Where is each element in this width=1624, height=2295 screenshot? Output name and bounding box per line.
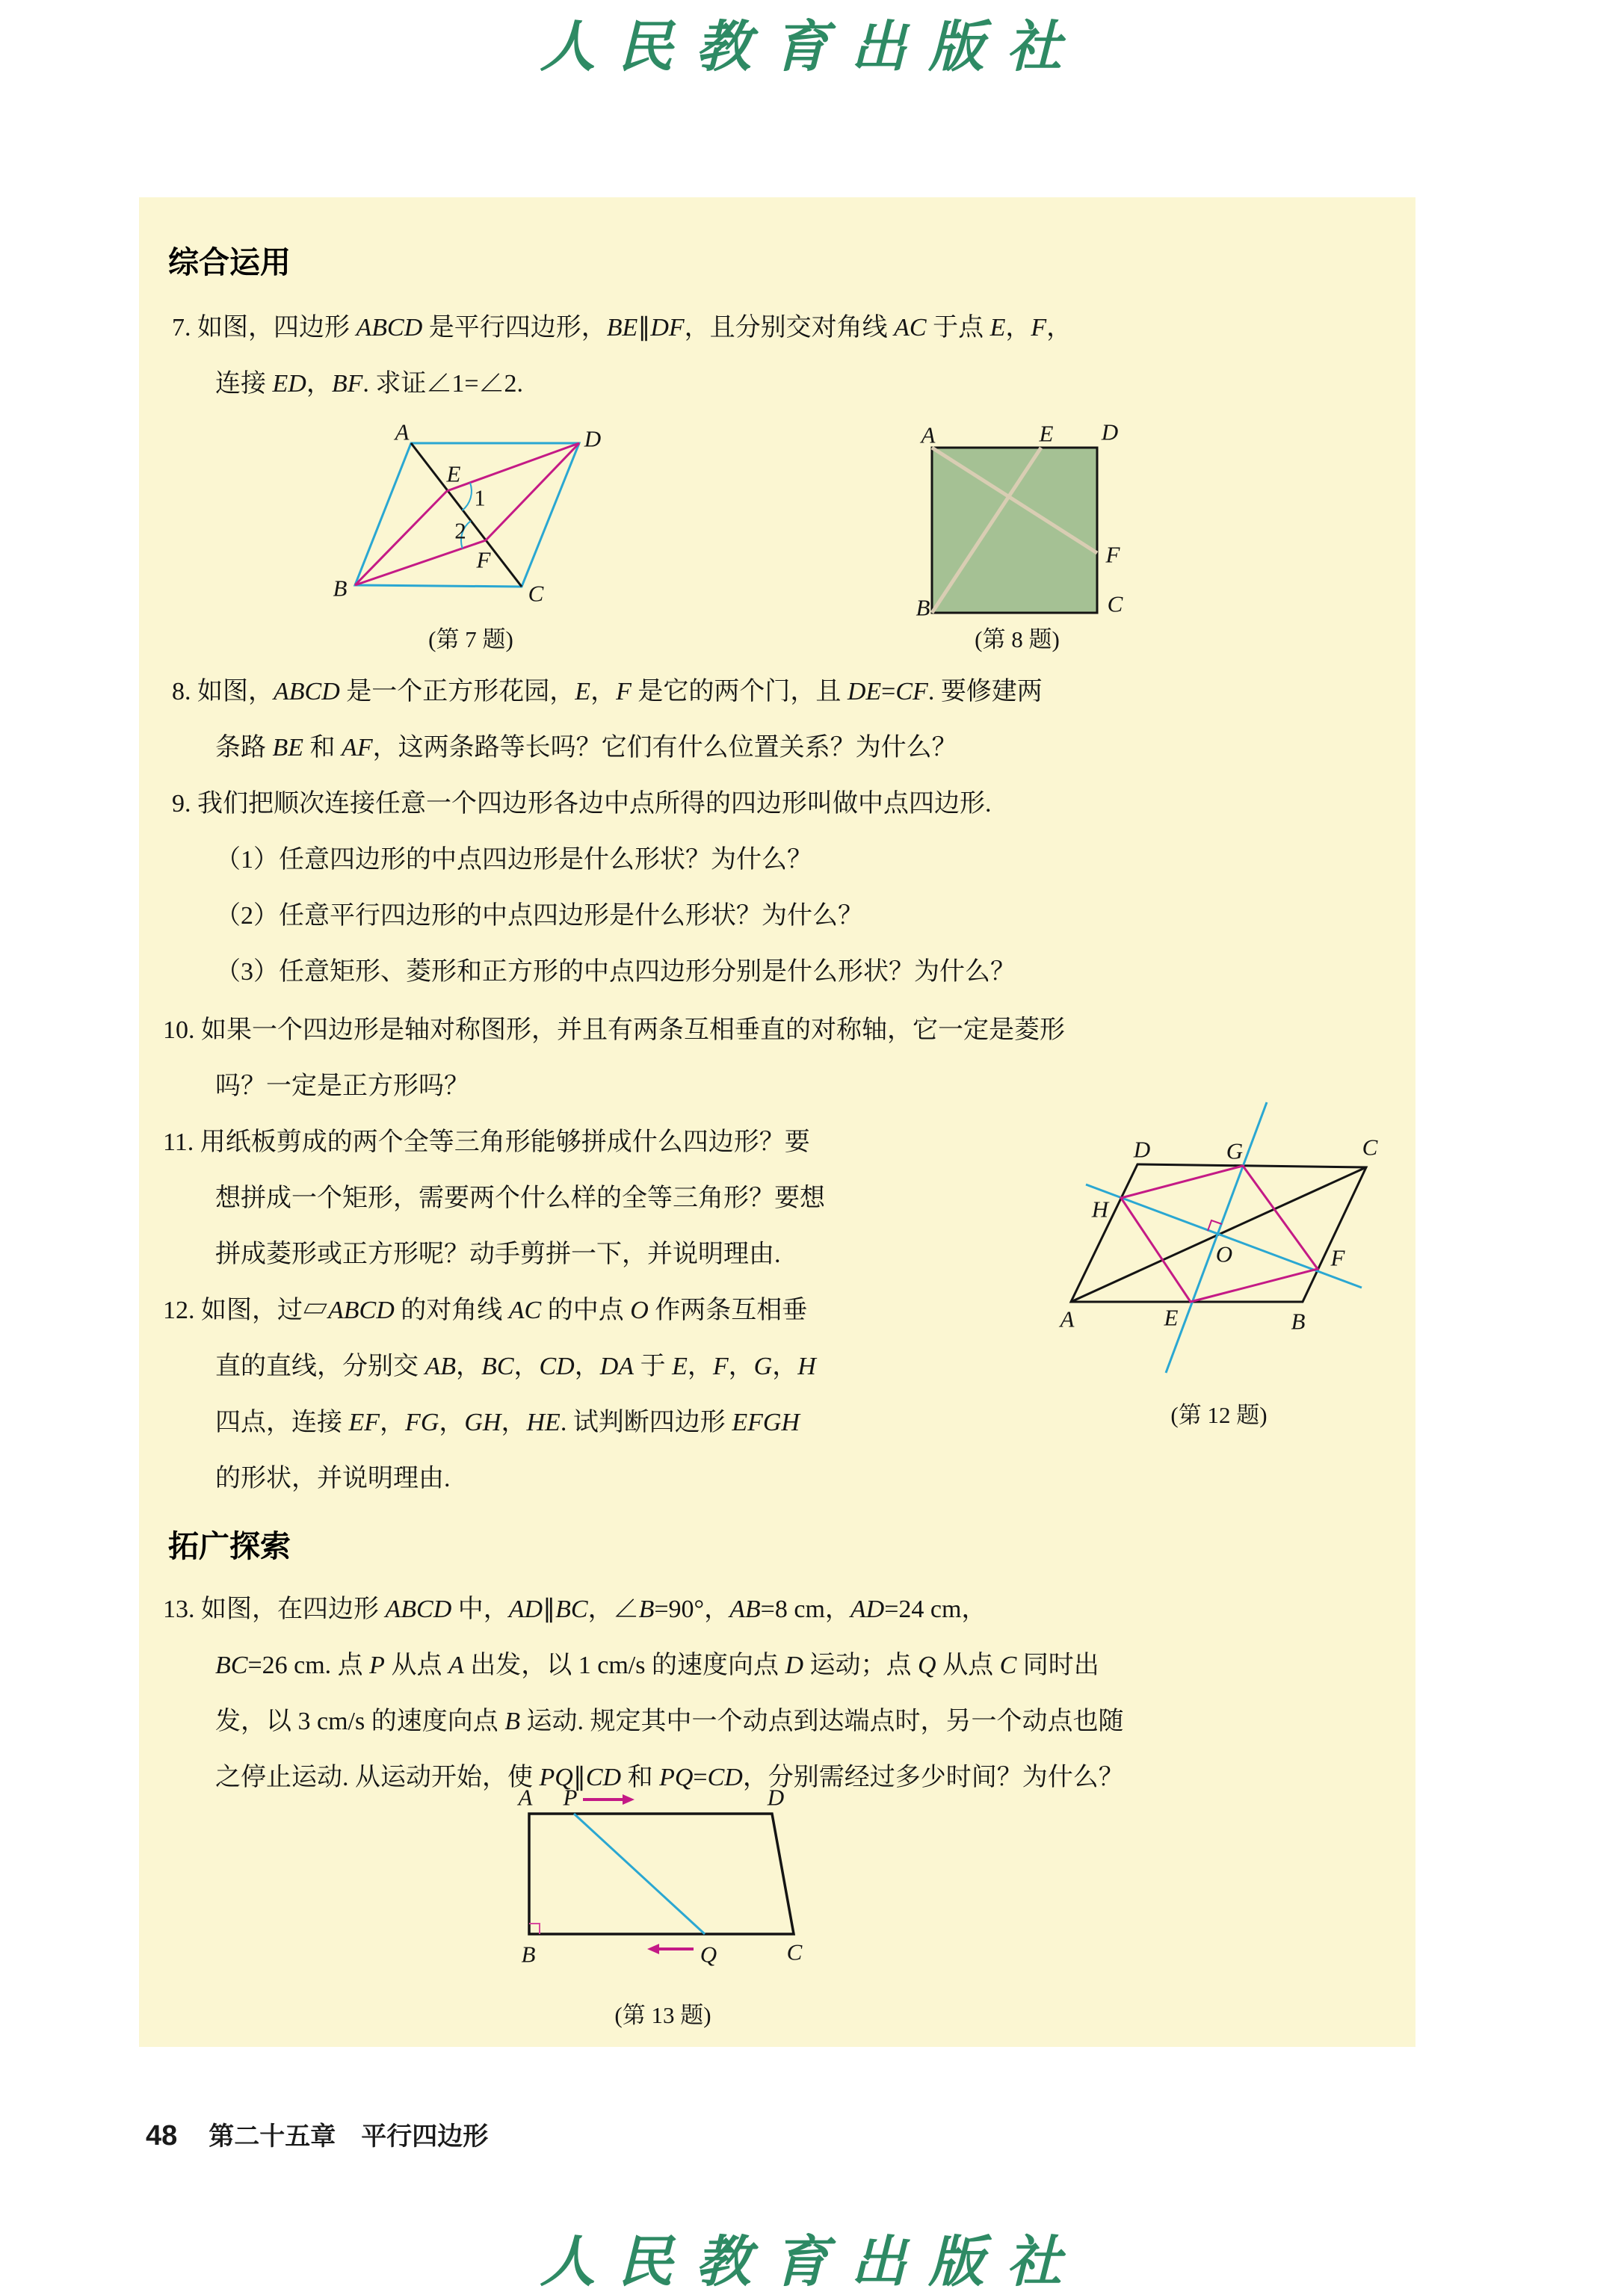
publisher-logo-top: 人民教育出版社 bbox=[540, 15, 1084, 79]
problem-11-line-2: 想拼成一个矩形，需要两个什么样的全等三角形？要想 bbox=[215, 1184, 825, 1212]
fig8-label-A: A bbox=[921, 421, 936, 448]
fig13-arrow-q-head bbox=[647, 1944, 659, 1954]
problem-13-line-3: 发，以 3 cm/s 的速度向点 B 运动. 规定其中一个动点到达端点时，另一个动点也随 bbox=[215, 1708, 1124, 1735]
fig13-right-angle-mark bbox=[529, 1924, 540, 1934]
problem-10-line-1: 10. 如果一个四边形是轴对称图形，并且有两条互相垂直的对称轴，它一定是菱形 bbox=[163, 1016, 1065, 1044]
fig12-line-ge bbox=[1166, 1102, 1267, 1373]
figure-12 bbox=[1046, 1091, 1412, 1420]
fig8-label-D: D bbox=[1101, 418, 1119, 445]
figure-7 bbox=[314, 415, 613, 631]
problem-12-line-2: 直的直线，分别交 AB，BC，CD，DA 于 E，F，G，H bbox=[215, 1353, 816, 1380]
fig7-label-A: A bbox=[395, 418, 410, 445]
fig13-label-C: C bbox=[786, 1939, 803, 1965]
figure-8 bbox=[897, 415, 1143, 631]
problem-9-item-3: （3）任意矩形、菱形和正方形的中点四边形分别是什么形状？为什么？ bbox=[215, 958, 1016, 986]
fig13-label-B: B bbox=[521, 1941, 536, 1968]
chapter-title: 平行四边形 bbox=[361, 2123, 489, 2151]
fig8-square-garden bbox=[932, 448, 1097, 613]
fig7-label-angle2: 2 bbox=[454, 517, 466, 544]
fig7-diagonal-ac bbox=[411, 443, 522, 587]
figure-7-caption: (第 7 题) bbox=[428, 626, 513, 652]
problem-8-line-2: 条路 BE 和 AF，这两条路等长吗？它们有什么位置关系？为什么？ bbox=[215, 734, 957, 762]
fig12-label-F: F bbox=[1330, 1244, 1345, 1271]
fig13-segment-pq bbox=[574, 1814, 705, 1934]
fig12-label-A: A bbox=[1060, 1306, 1075, 1332]
section-heading-comprehensive: 综合运用 bbox=[168, 245, 291, 279]
fig7-label-B: B bbox=[333, 575, 348, 602]
problem-13-line-1: 13. 如图，在四边形 ABCD 中，AD∥BC，∠B=90°，AB=8 cm，AD=24 cm， bbox=[163, 1596, 987, 1623]
fig7-label-angle1: 1 bbox=[474, 484, 486, 511]
fig7-segment-fd bbox=[486, 443, 579, 540]
problem-13-line-2: BC=26 cm. 点 P 从点 A 出发，以 1 cm/s 的速度向点 D 运动；点 Q 从点 C 同时出 bbox=[215, 1652, 1099, 1679]
fig7-label-F: F bbox=[476, 546, 491, 573]
figure-13-caption: (第 13 题) bbox=[614, 2002, 711, 2028]
page-number: 48 bbox=[146, 2120, 178, 2152]
problem-11-line-3: 拼成菱形或正方形呢？动手剪拼一下，并说明理由. bbox=[215, 1241, 781, 1268]
figure-8-caption: (第 8 题) bbox=[975, 626, 1060, 652]
problem-9-line-1: 9. 我们把顺次连接任意一个四边形各边中点所得的四边形叫做中点四边形. bbox=[172, 790, 992, 818]
fig7-label-E: E bbox=[446, 460, 461, 487]
fig12-label-E: E bbox=[1164, 1304, 1179, 1331]
problem-7-line-1: 7. 如图，四边形 ABCD 是平行四边形，BE∥DF，且分别交对角线 AC 于点 E，F， bbox=[172, 314, 1072, 342]
fig12-label-C: C bbox=[1362, 1134, 1378, 1161]
problem-10-line-2: 吗？一定是正方形吗？ bbox=[215, 1072, 469, 1100]
fig8-label-C: C bbox=[1107, 590, 1123, 617]
fig13-trapezoid bbox=[529, 1814, 794, 1934]
fig7-angle1-arc bbox=[463, 483, 472, 510]
fig13-label-P: P bbox=[563, 1784, 578, 1811]
publisher-logo-bottom: 人民教育出版社 bbox=[540, 2230, 1084, 2294]
fig8-label-E: E bbox=[1039, 420, 1054, 447]
figure-13 bbox=[478, 1782, 837, 1977]
problem-12-line-1: 12. 如图，过▱ABCD 的对角线 AC 的中点 O 作两条互相垂 bbox=[163, 1297, 808, 1324]
fig12-label-H: H bbox=[1091, 1196, 1109, 1223]
fig7-segment-be bbox=[355, 491, 447, 585]
figure-12-caption: (第 12 题) bbox=[1170, 1402, 1268, 1428]
problem-11-line-1: 11. 用纸板剪成的两个全等三角形能够拼成什么四边形？要 bbox=[163, 1128, 810, 1156]
problem-9-item-1: （1）任意四边形的中点四边形是什么形状？为什么？ bbox=[215, 846, 812, 874]
fig13-label-D: D bbox=[767, 1784, 785, 1811]
fig7-label-D: D bbox=[584, 425, 602, 452]
fig8-label-B: B bbox=[916, 594, 930, 621]
problem-13-line-4: 之停止运动. 从运动开始，使 PQ∥CD 和 PQ=CD，分别需经过多少时间？为什么？ bbox=[215, 1764, 1124, 1791]
fig12-label-B: B bbox=[1291, 1308, 1306, 1335]
problem-9-item-2: （2）任意平行四边形的中点四边形是什么形状？为什么？ bbox=[215, 902, 863, 930]
fig7-segment-bf bbox=[355, 540, 486, 585]
problem-12-line-3: 四点，连接 EF，FG，GH，HE. 试判断四边形 EFGH bbox=[215, 1409, 800, 1436]
fig8-label-F: F bbox=[1105, 541, 1120, 568]
fig12-label-O: O bbox=[1215, 1241, 1233, 1267]
section-heading-exploration: 拓广探索 bbox=[168, 1529, 291, 1563]
problem-7-line-2: 连接 ED，BF. 求证∠1=∠2. bbox=[215, 370, 524, 398]
fig7-label-C: C bbox=[528, 580, 544, 607]
fig12-label-D: D bbox=[1133, 1136, 1151, 1163]
fig13-label-Q: Q bbox=[700, 1941, 717, 1968]
fig12-label-G: G bbox=[1226, 1137, 1244, 1164]
page-footer bbox=[146, 2116, 488, 2152]
fig7-segment-ed bbox=[447, 443, 579, 491]
problem-12-line-4: 的形状，并说明理由. bbox=[215, 1465, 451, 1492]
fig13-arrow-p-head bbox=[623, 1794, 635, 1805]
problem-8-line-1: 8. 如图，ABCD 是一个正方形花园，E，F 是它的两个门，且 DE=CF. 要修建两 bbox=[172, 678, 1043, 705]
chapter-number: 第二十五章 bbox=[209, 2123, 336, 2151]
fig13-label-A: A bbox=[518, 1784, 533, 1811]
fig12-line-hf bbox=[1086, 1184, 1362, 1288]
